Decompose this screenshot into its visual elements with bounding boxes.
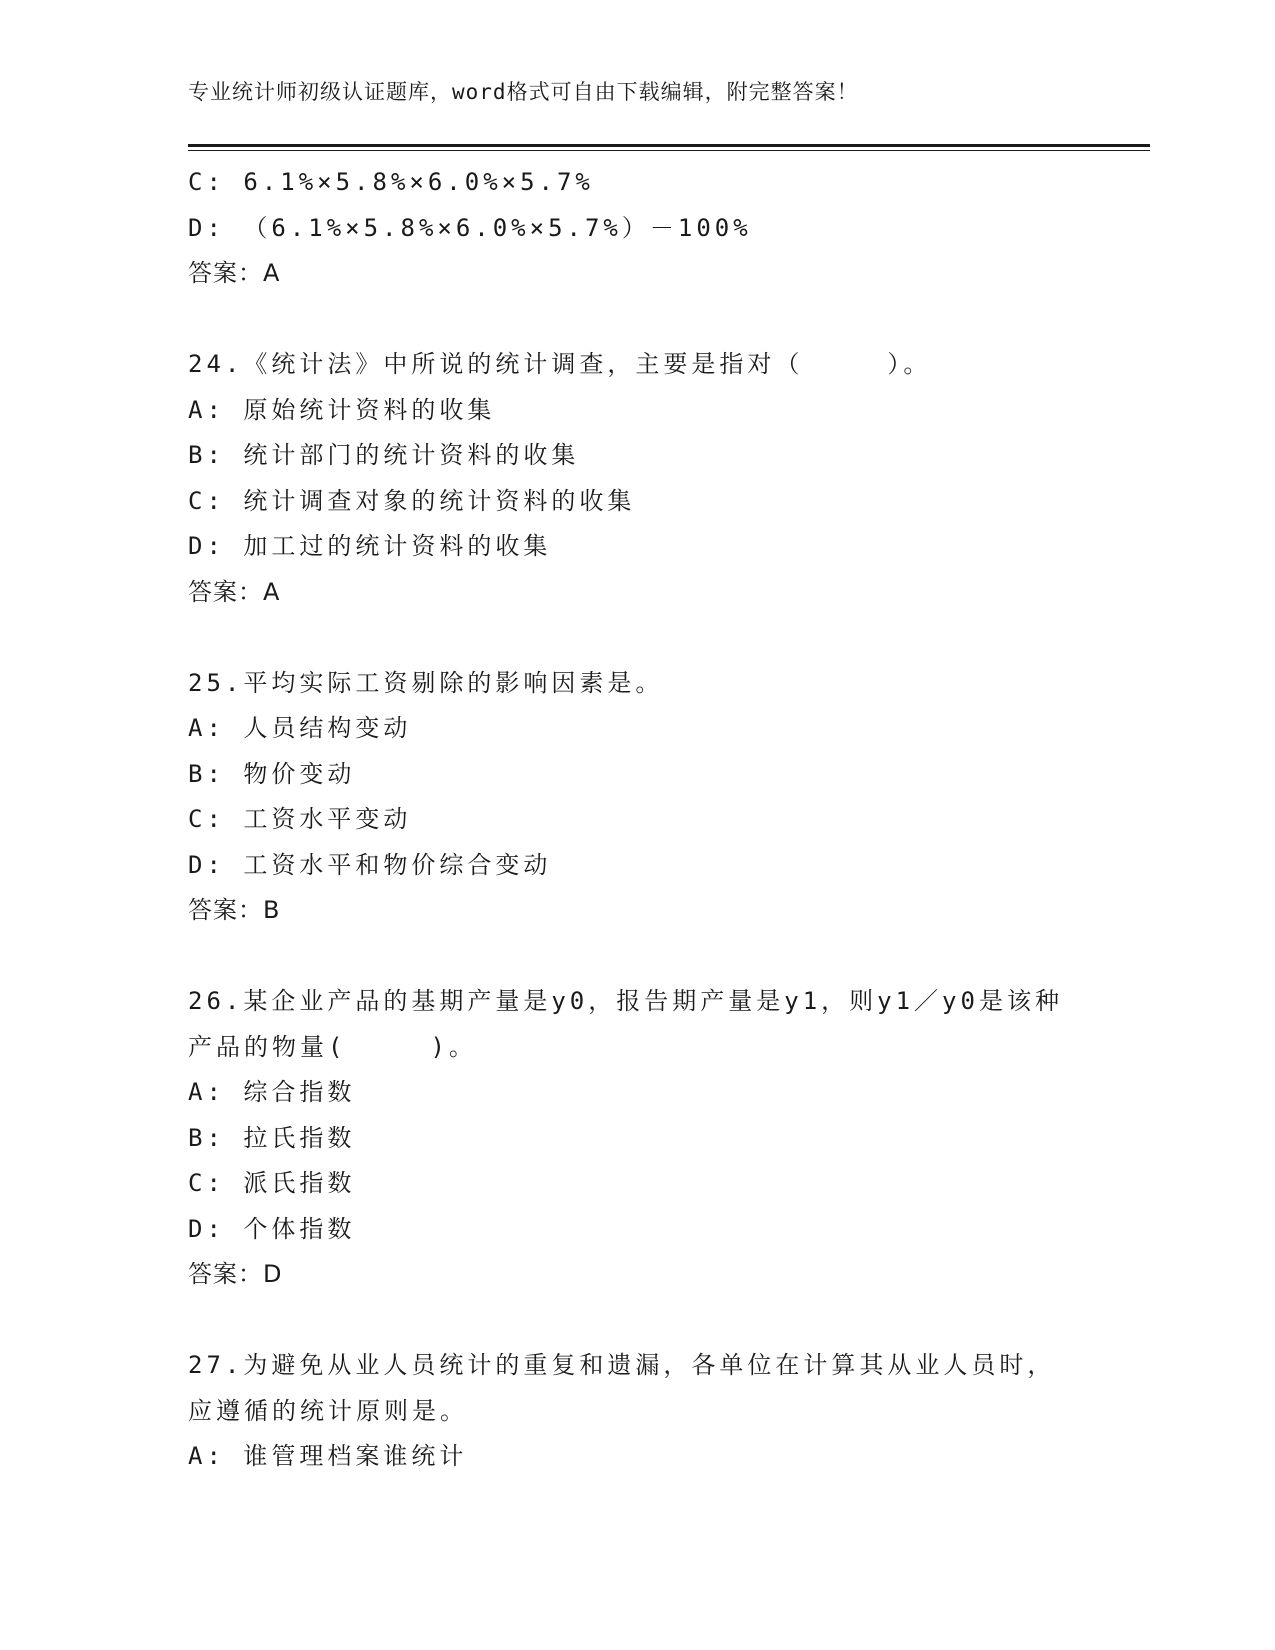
option-b: B: 物价变动 xyxy=(188,759,356,788)
question-stem: 26.某企业产品的基期产量是y0，报告期产量是y1，则y1／y0是该种 xyxy=(188,987,1063,1015)
answer-line: 答案：A xyxy=(188,577,281,606)
option-b: B: 统计部门的统计资料的收集 xyxy=(188,441,580,469)
option-c: C: 工资水平变动 xyxy=(188,805,412,833)
question-26 xyxy=(188,979,1088,1298)
question-stem: 25.平均实际工资剔除的影响因素是。 xyxy=(188,668,664,697)
option-a: A: 人员结构变动 xyxy=(188,714,412,742)
answer-line: 答案：D xyxy=(188,1260,283,1288)
option-a: A: 原始统计资料的收集 xyxy=(188,395,496,424)
option-a: A: 综合指数 xyxy=(188,1078,356,1106)
option-d: D: 个体指数 xyxy=(188,1214,356,1243)
answer-line: 答案：B xyxy=(188,896,281,924)
option-c: C: 统计调查对象的统计资料的收集 xyxy=(188,486,636,515)
option-d: D: 工资水平和物价综合变动 xyxy=(188,850,552,879)
page-header-title: 专业统计师初级认证题库，word格式可自由下载编辑，附完整答案！ xyxy=(188,80,859,104)
question-stem: 24.《统计法》中所说的统计调查，主要是指对（ ）。 xyxy=(188,350,932,378)
option-d: D: 加工过的统计资料的收集 xyxy=(188,532,552,560)
question-23-continuation xyxy=(188,160,1088,297)
question-content xyxy=(188,160,1088,1480)
question-24 xyxy=(188,342,1088,615)
option-d: D: （6.1%×5.8%×6.0%×5.7%）－100% xyxy=(188,213,752,242)
question-stem-continued: 产品的物量( )。 xyxy=(188,1032,477,1061)
header-divider-thick xyxy=(188,144,1150,147)
option-c: C: 6.1%×5.8%×6.0%×5.7% xyxy=(188,168,594,196)
question-25 xyxy=(188,661,1088,934)
question-stem-continued: 应遵循的统计原则是。 xyxy=(188,1396,468,1425)
answer-line: 答案：A xyxy=(188,259,281,287)
header-divider-thin xyxy=(188,150,1150,151)
question-27 xyxy=(188,1343,1088,1480)
option-a: A: 谁管理档案谁统计 xyxy=(188,1442,468,1470)
option-b: B: 拉氏指数 xyxy=(188,1123,356,1152)
option-c: C: 派氏指数 xyxy=(188,1169,356,1197)
question-stem: 27.为避免从业人员统计的重复和遗漏，各单位在计算其从业人员时， xyxy=(188,1351,1056,1379)
